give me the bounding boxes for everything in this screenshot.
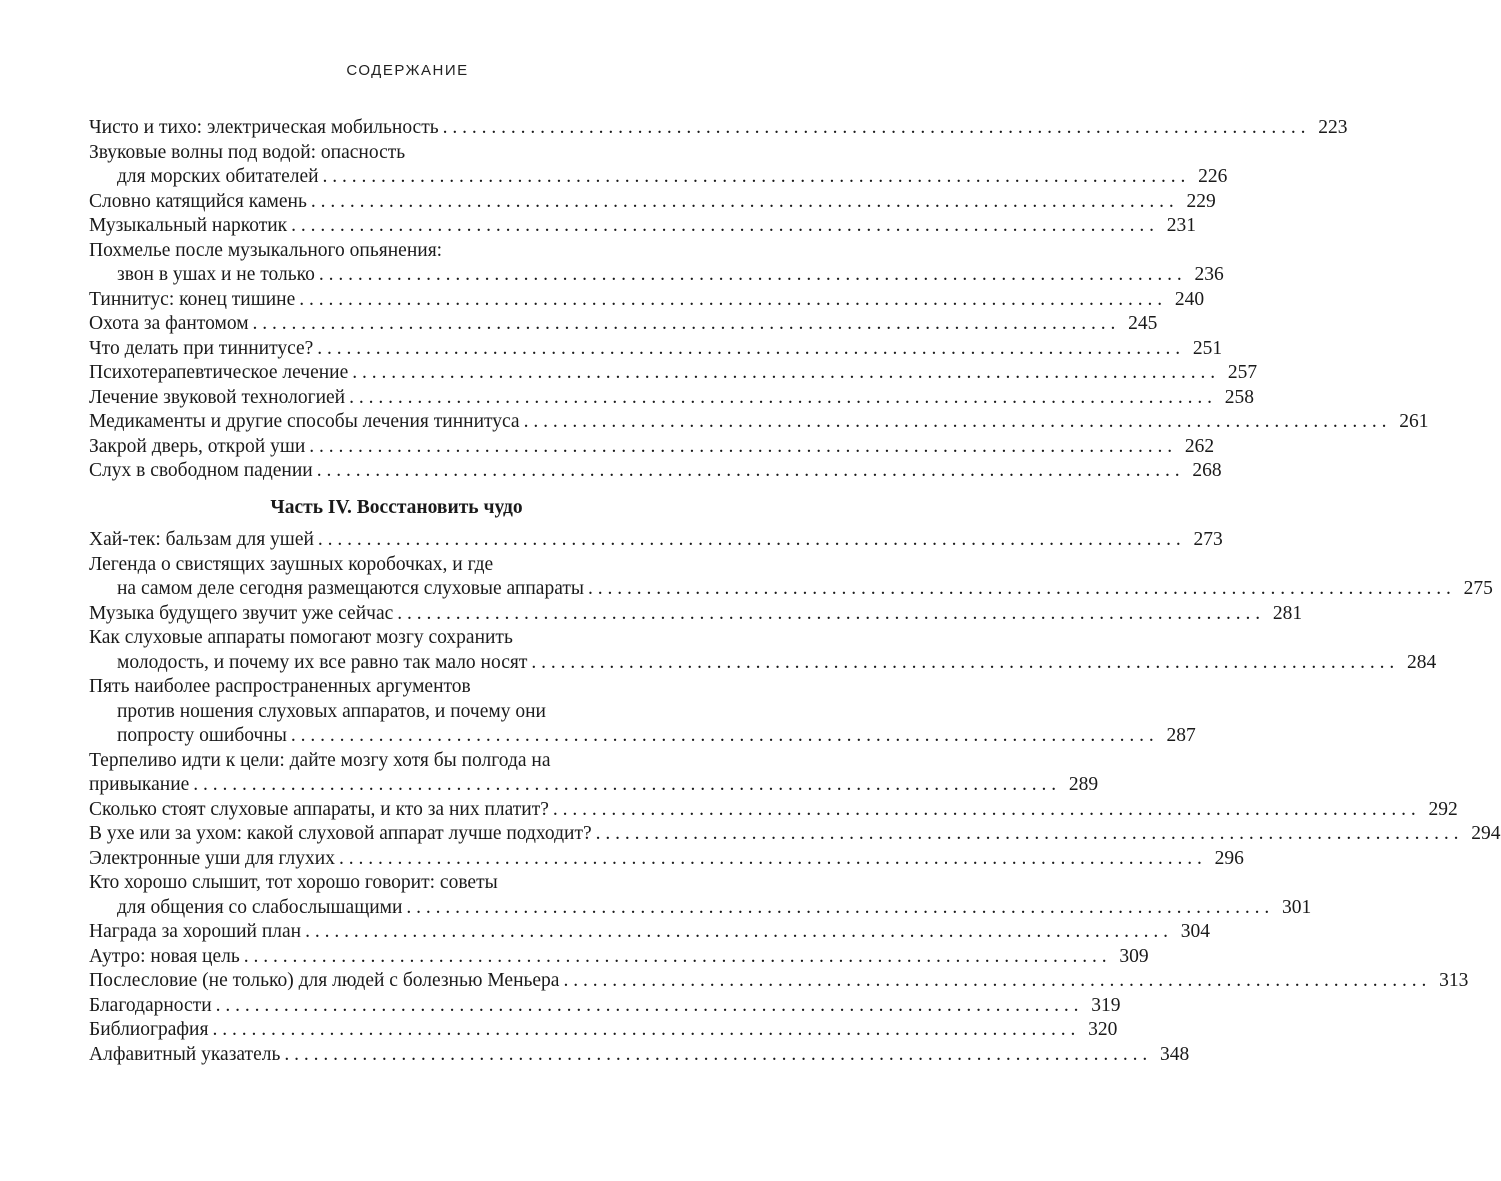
dot-leader xyxy=(317,459,1180,484)
toc-page-number: 294 xyxy=(1471,823,1501,844)
toc-entry-line xyxy=(89,435,1215,460)
toc-page-number: 223 xyxy=(1318,117,1348,138)
toc-entry[interactable] xyxy=(89,602,1303,627)
dot-leader xyxy=(212,1018,1075,1043)
toc-page-number: 281 xyxy=(1272,602,1303,624)
toc-entry-title: Звуковые волны под водой: опасность xyxy=(89,141,406,163)
toc-entry-line xyxy=(89,1043,1190,1068)
toc-page-number: 268 xyxy=(1192,460,1222,481)
toc-entry-line xyxy=(89,141,704,166)
toc-entry-title: привыкание xyxy=(89,774,190,795)
toc-entry-title: Что делать при тиннитусе? xyxy=(89,337,314,359)
dot-leader xyxy=(553,798,1416,823)
toc-entry-line xyxy=(89,361,1258,386)
toc-entry[interactable] xyxy=(89,337,1223,362)
dot-leader xyxy=(284,1043,1147,1068)
toc-entry[interactable] xyxy=(89,528,1223,553)
toc-entry-title: Тиннитус: конец тишине xyxy=(89,288,296,310)
toc-entry-line xyxy=(89,994,1121,1019)
toc-entry-title: Словно катящийся камень xyxy=(89,190,307,212)
toc-entry[interactable] xyxy=(89,847,1244,872)
toc-entry-line xyxy=(89,773,1099,798)
dot-leader xyxy=(339,847,1202,872)
toc-entry-line xyxy=(89,116,1348,141)
dot-leader xyxy=(443,116,1306,141)
toc-entry-line xyxy=(89,263,1224,288)
toc-entry-title: Электронные уши для глухих xyxy=(89,847,335,869)
dot-leader xyxy=(193,773,1056,798)
toc-entry-line xyxy=(89,651,1437,676)
toc-entry-title: Музыка будущего звучит уже сейчас xyxy=(89,602,394,624)
toc-entry-line xyxy=(89,239,704,264)
toc-entry-title: для общения со слабослышащими xyxy=(117,896,403,918)
toc-page-number: 262 xyxy=(1184,435,1215,457)
dot-leader xyxy=(352,361,1215,386)
toc-entry[interactable] xyxy=(89,1018,1118,1043)
dot-leader xyxy=(291,214,1154,239)
dot-leader xyxy=(244,945,1107,970)
part-title: Часть IV. Восстановить чудо xyxy=(270,496,523,518)
toc-entry-line xyxy=(89,602,1303,627)
dot-leader xyxy=(524,410,1387,435)
toc-page-number: 275 xyxy=(1463,578,1493,599)
toc-entry-title: Хай-тек: бальзам для ушей xyxy=(89,529,314,550)
page-header: СОДЕРЖАНИЕ xyxy=(346,62,469,79)
toc-page-number: 231 xyxy=(1166,215,1197,236)
toc-entry[interactable] xyxy=(89,435,1215,460)
toc-entry-title: Охота за фантомом xyxy=(89,313,249,334)
dot-leader xyxy=(319,263,1182,288)
table-of-contents xyxy=(89,116,1501,1067)
toc-page-number: 229 xyxy=(1186,190,1216,212)
toc-entry-line xyxy=(89,214,1197,239)
toc-page-number: 245 xyxy=(1128,313,1158,334)
dot-leader xyxy=(323,165,1186,190)
toc-entry-title: Послесловие (не только) для людей с болезнью Меньера xyxy=(89,970,560,991)
toc-page-number: 226 xyxy=(1198,166,1228,187)
toc-page-number: 301 xyxy=(1282,896,1312,918)
toc-entry-title: Кто хорошо слышит, тот хорошо говорит: советы xyxy=(89,872,498,893)
toc-entry-line xyxy=(89,288,1205,313)
toc-entry-line xyxy=(89,847,1244,872)
toc-entry[interactable] xyxy=(89,822,1501,847)
dot-leader xyxy=(318,528,1181,553)
toc-entry-title: Алфавитный указатель xyxy=(89,1043,281,1065)
toc-page-number: 273 xyxy=(1193,529,1223,550)
toc-page-number: 258 xyxy=(1224,386,1254,408)
toc-entry[interactable] xyxy=(89,312,1158,337)
toc-page-number: 313 xyxy=(1439,970,1469,991)
toc-entry-line xyxy=(89,920,1210,945)
toc-entry-title: Аутро: новая цель xyxy=(89,945,240,967)
toc-entry[interactable] xyxy=(89,871,1312,920)
toc-page-number: 320 xyxy=(1088,1019,1118,1040)
toc-entry-title: Награда за хороший план xyxy=(89,921,302,942)
toc-entry-title: на самом деле сегодня размещаются слуховые аппараты xyxy=(117,578,584,599)
toc-entry-line xyxy=(89,871,704,896)
toc-page-number: 319 xyxy=(1091,994,1121,1016)
dot-leader xyxy=(397,602,1260,627)
toc-entry-line xyxy=(89,969,1469,994)
toc-entry-line xyxy=(89,896,1312,921)
toc-entry[interactable] xyxy=(89,798,1458,823)
toc-entry-title: звон в ушах и не только xyxy=(117,264,315,285)
toc-entry-line xyxy=(89,553,704,578)
toc-page-number: 236 xyxy=(1194,264,1224,285)
toc-entry-title: попросту ошибочны xyxy=(117,725,287,746)
toc-entry-title: Легенда о свистящих заушных коробочках, и где xyxy=(89,553,494,575)
dot-leader xyxy=(563,969,1426,994)
toc-entry[interactable] xyxy=(89,749,1099,798)
toc-entry-title: Терпеливо идти к цели: дайте мозгу хотя бы полгода на xyxy=(89,749,551,771)
toc-entry-line xyxy=(89,626,704,651)
toc-entry-title: Как слуховые аппараты помогают мозгу сохранить xyxy=(89,627,513,648)
toc-entry[interactable] xyxy=(89,386,1254,411)
toc-entry-title: Пять наиболее распространенных аргументов xyxy=(89,676,471,697)
toc-entry-line xyxy=(89,337,1223,362)
toc-page-number: 289 xyxy=(1068,774,1099,795)
toc-entry[interactable] xyxy=(89,626,1437,675)
toc-entry-title: молодость, и почему их все равно так мало носят xyxy=(117,651,528,673)
toc-entry-line xyxy=(89,798,1458,823)
toc-page-number: 304 xyxy=(1180,921,1210,942)
toc-entry-title: В ухе или за ухом: какой слуховой аппарат лучше подходит? xyxy=(89,823,592,844)
toc-entry-line xyxy=(89,190,1216,215)
toc-entry-line xyxy=(89,700,704,725)
toc-page-number: 348 xyxy=(1159,1043,1190,1065)
toc-entry-title: Благодарности xyxy=(89,994,212,1016)
toc-page-number: 257 xyxy=(1227,362,1258,383)
toc-page-number: 284 xyxy=(1407,651,1437,673)
toc-entry[interactable] xyxy=(89,239,1224,288)
toc-page-number: 292 xyxy=(1428,798,1458,820)
toc-entry[interactable] xyxy=(89,675,1196,749)
toc-entry[interactable] xyxy=(89,920,1210,945)
dot-leader xyxy=(317,337,1180,362)
toc-entry-line xyxy=(89,312,1158,337)
toc-entry[interactable] xyxy=(89,410,1429,435)
toc-entry-title: Музыкальный наркотик xyxy=(89,215,288,236)
toc-entry[interactable] xyxy=(89,190,1216,215)
toc-entry-line xyxy=(89,165,1228,190)
toc-entry[interactable] xyxy=(89,214,1197,239)
toc-entry[interactable] xyxy=(89,969,1469,994)
dot-leader xyxy=(305,920,1168,945)
toc-entry[interactable] xyxy=(89,361,1258,386)
toc-group-part-3 xyxy=(89,116,1429,484)
dot-leader xyxy=(216,994,1079,1019)
toc-entry-title: Психотерапевтическое лечение xyxy=(89,362,349,383)
toc-page-number: 287 xyxy=(1166,725,1196,746)
toc-entry-line xyxy=(89,724,1196,749)
toc-entry-title: Медикаменты и другие способы лечения тиннитуса xyxy=(89,411,520,432)
toc-page-number: 261 xyxy=(1399,411,1429,432)
dot-leader xyxy=(311,190,1174,215)
toc-entry[interactable] xyxy=(89,945,1149,970)
toc-entry[interactable] xyxy=(89,994,1121,1019)
toc-entry-title: Похмелье после музыкального опьянения: xyxy=(89,239,443,261)
toc-page-number: 309 xyxy=(1119,945,1149,967)
toc-entry-line xyxy=(89,528,1223,553)
dot-leader xyxy=(309,435,1172,460)
toc-entry-line xyxy=(89,459,1222,484)
toc-entry[interactable] xyxy=(89,288,1205,313)
dot-leader xyxy=(291,724,1154,749)
dot-leader xyxy=(299,288,1162,313)
toc-group-part-4 xyxy=(89,528,1501,1067)
toc-entry[interactable] xyxy=(89,116,1348,141)
toc-entry[interactable] xyxy=(89,141,1228,190)
toc-entry-line xyxy=(89,749,704,774)
dot-leader xyxy=(531,651,1394,676)
dot-leader xyxy=(253,312,1116,337)
toc-entry-title: Закрой дверь, открой уши xyxy=(89,435,306,457)
toc-entry[interactable] xyxy=(89,553,1493,602)
toc-page-number: 251 xyxy=(1192,337,1223,359)
toc-entry-title: Библиография xyxy=(89,1019,209,1040)
toc-entry[interactable] xyxy=(89,459,1222,484)
toc-entry-line xyxy=(89,410,1429,435)
toc-entry-line xyxy=(89,577,1493,602)
toc-entry-title: Чисто и тихо: электрическая мобильность xyxy=(89,117,439,138)
toc-entry-title: Сколько стоят слуховые аппараты, и кто за них платит? xyxy=(89,798,549,820)
dot-leader xyxy=(406,896,1269,921)
toc-page-number: 240 xyxy=(1174,288,1205,310)
toc-entry-title: Лечение звуковой технологией xyxy=(89,386,346,408)
toc-entry-line xyxy=(89,945,1149,970)
toc-entry-line xyxy=(89,675,704,700)
dot-leader xyxy=(596,822,1459,847)
toc-entry-title: против ношения слуховых аппаратов, и почему они xyxy=(117,700,546,722)
dot-leader xyxy=(349,386,1212,411)
toc-entry-title: для морских обитателей xyxy=(117,166,319,187)
toc-entry-line xyxy=(89,386,1254,411)
toc-entry-line xyxy=(89,1018,1118,1043)
toc-page-number: 296 xyxy=(1214,847,1244,869)
toc-entry[interactable] xyxy=(89,1043,1190,1068)
toc-entry-line xyxy=(89,822,1501,847)
dot-leader xyxy=(588,577,1451,602)
toc-entry-title: Слух в свободном падении xyxy=(89,460,313,481)
